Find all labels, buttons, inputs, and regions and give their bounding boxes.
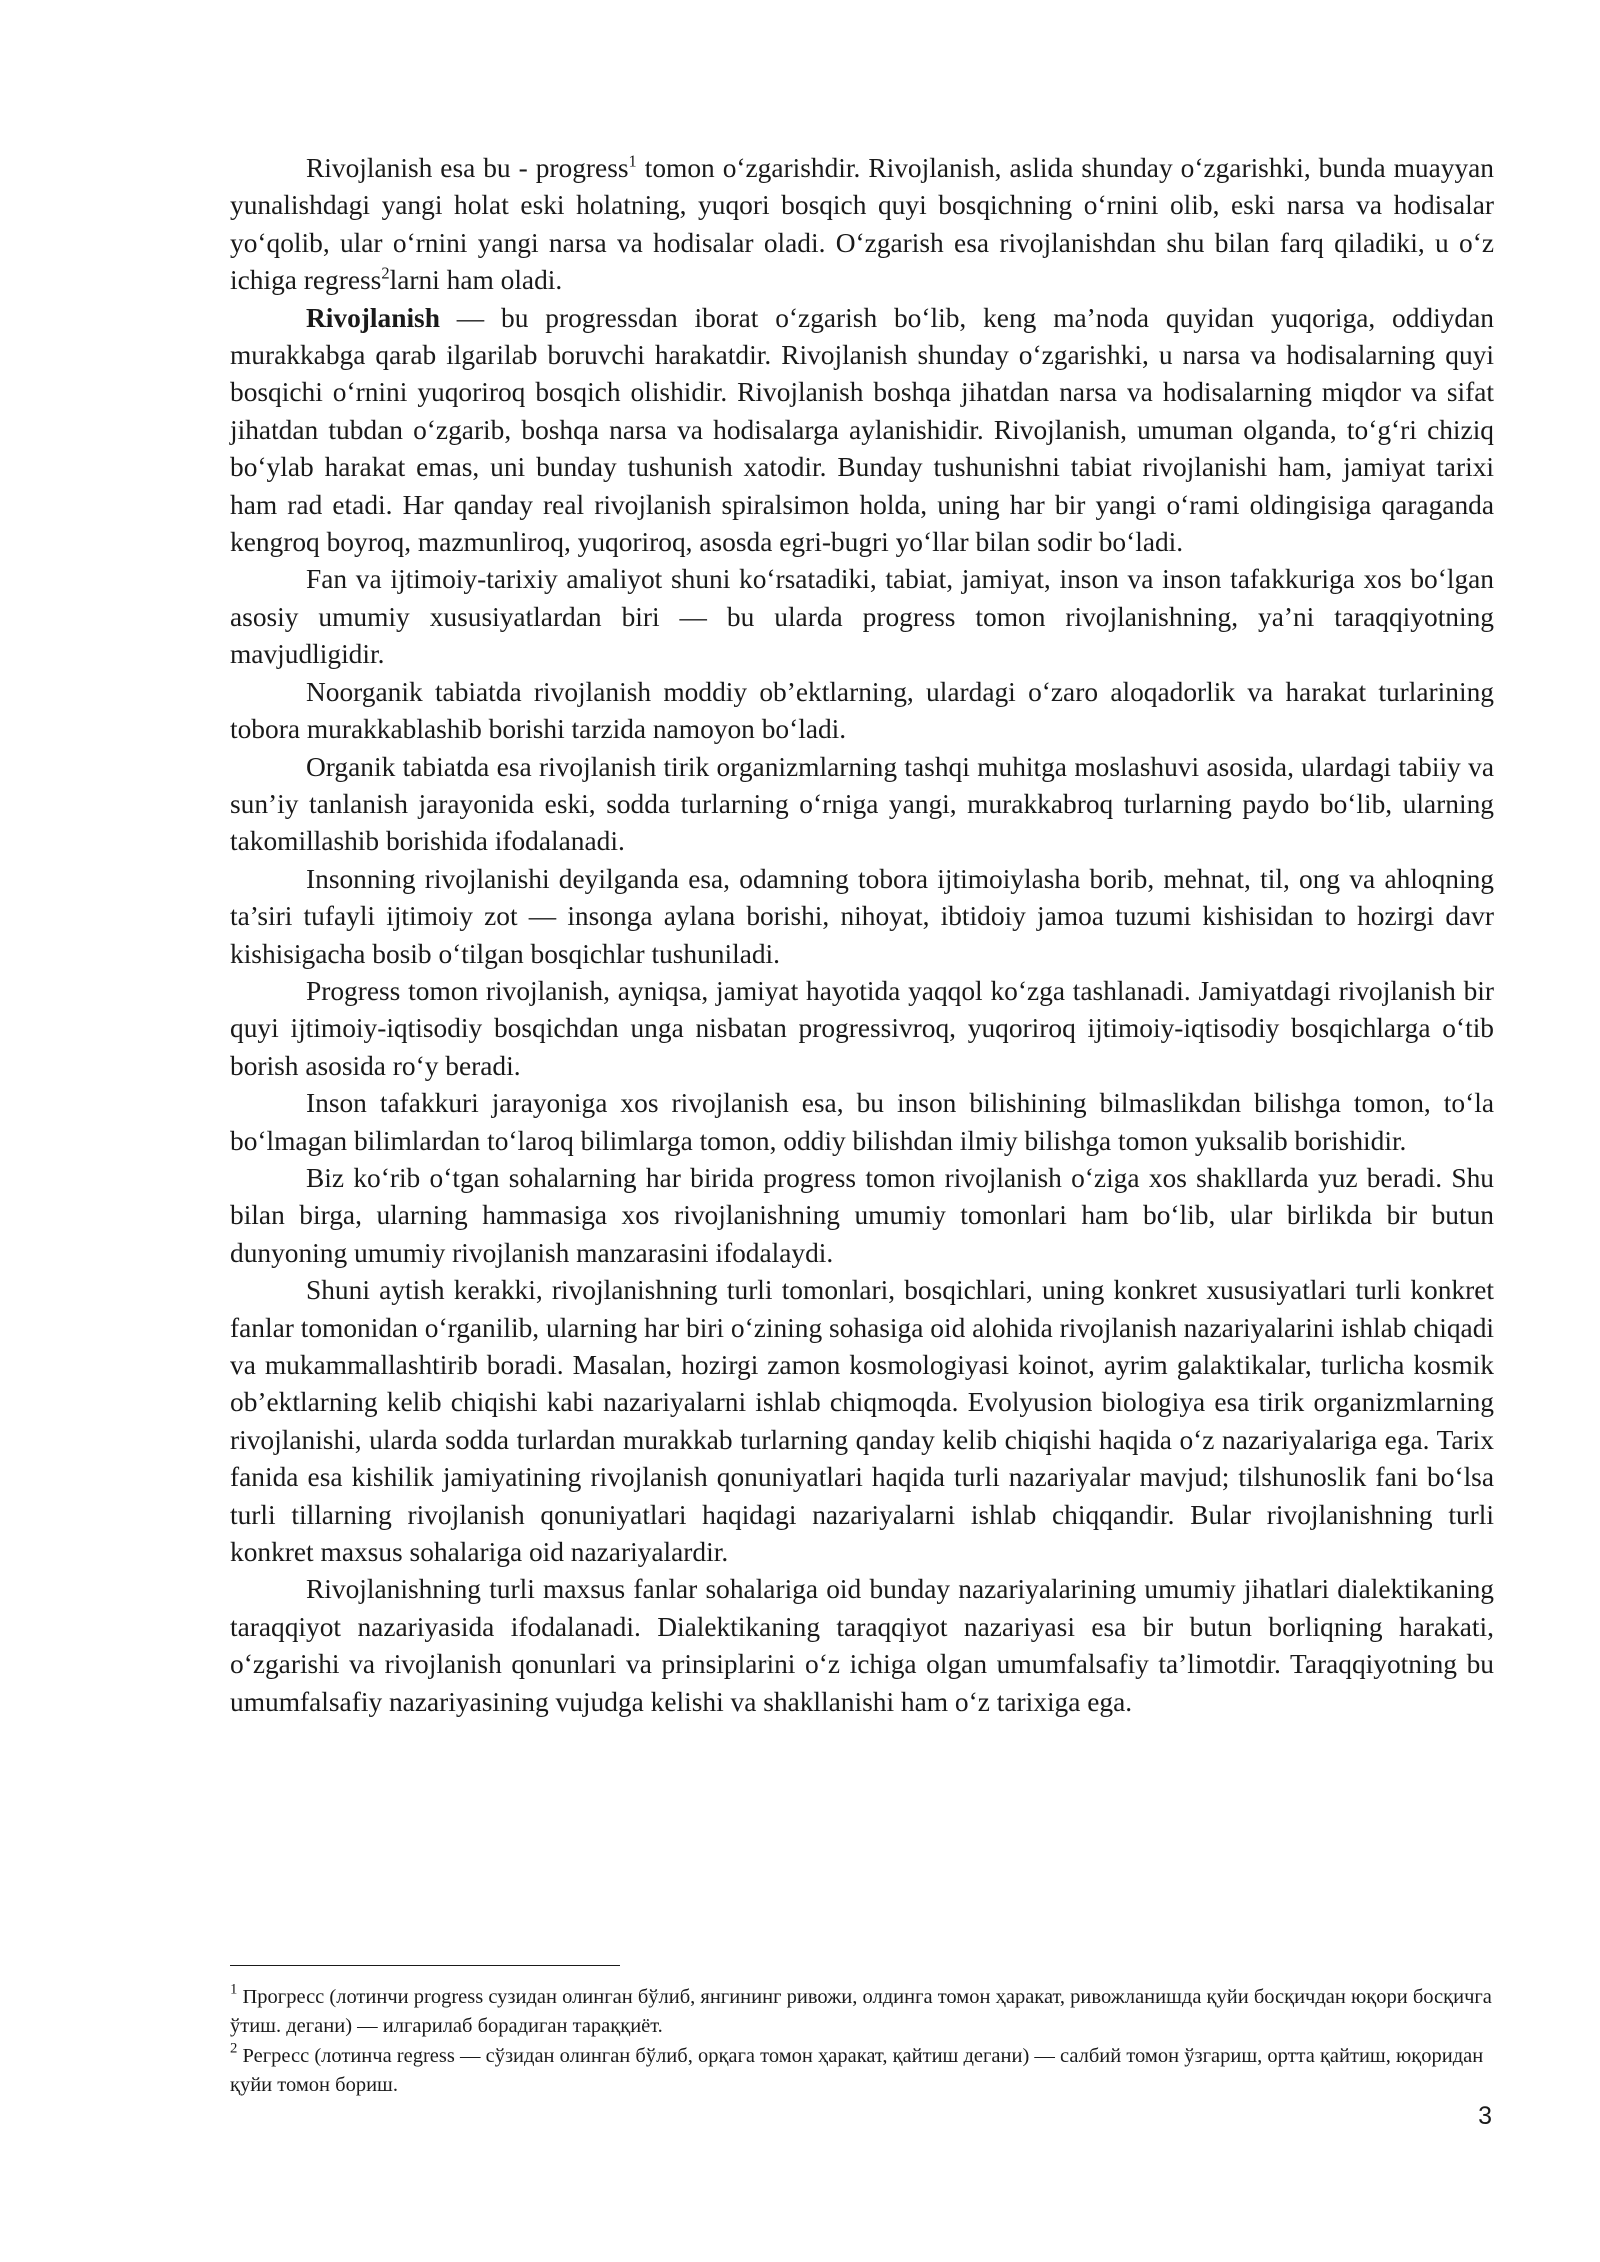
paragraph-8: Inson tafakkuri jarayoniga xos rivojlanish esa, bu inson bilishining bilmaslikdan bilishga tomon, toʻla boʻlmagan bilimlardan toʻlaroq bilimlarga tomon, oddiy bilishdan ilmiy bilishga tomon yuksalib borishidir. xyxy=(230,1088,1494,1156)
paragraph-text: tomon oʻzgarishdir. Rivojlanish, aslida shunday oʻzgarishki, bunda muayyan yunalishdagi yangi holat eski holatning, yuqori bosqich quyi bosqichning oʻrnini olib, eski narsa va hodisalar yoʻqolib, ular oʻrnini yangi narsa va hodisalar oladi. Oʻzgarish esa rivojlanishdan shu bilan farq qiladiki, u oʻz ichiga regress xyxy=(230,153,1494,296)
footnote-separator xyxy=(230,1965,620,1966)
footnote-ref-2[interactable]: 2 xyxy=(381,263,390,283)
paragraph-5: Organik tabiatda esa rivojlanish tirik organizmlarning tashqi muhitga moslashuvi asosida, ulardagi tabiiy va sun’iy tanlanish jarayonida eski, sodda turlarning oʻrniga yangi, murakkabroq turlarning paydo boʻlib, ularning takomillashib borishida ifodalanadi. xyxy=(230,751,1494,857)
term-bold: Rivojlanish xyxy=(306,302,440,333)
paragraph-text: larni ham oladi. xyxy=(389,265,563,296)
footnotes xyxy=(230,1983,1494,2100)
footnote-number: 1 xyxy=(230,1981,238,1998)
paragraph-2 xyxy=(230,300,1494,562)
footnote-number: 2 xyxy=(230,2040,238,2056)
paragraph-1 xyxy=(230,150,1494,300)
page-number: 3 xyxy=(1478,2102,1492,2130)
footnote-2 xyxy=(230,2042,1494,2101)
paragraph-6: Insonning rivojlanishi deyilganda esa, odamning tobora ijtimoiylasha borib, mehnat, til, ong va ahloqning ta’siri tufayli ijtimoiy zot — insonga aylana borishi, nihoyat, ibtidoiy jamoa tuzumi kishisidan to hozirgi davr kishisigacha bosib oʻtilgan bosqichlar tushuniladi. xyxy=(230,863,1494,969)
paragraph-11: Rivojlanishning turli maxsus fanlar sohalariga oid bunday nazariyalarining umumiy jihatlari dialektikaning taraqqiyot nazariyasida ifodalanadi. Dialektikaning taraqqiyot nazariyasi esa bir butun borliqning harakati, oʻzgarishi va rivojlanish qonunlari va prinsiplarini oʻz ichiga olgan umumfalsafiy ta’limotdir. Taraqqiyotning bu umumfalsafiy nazariyasining vujudga kelishi va shakllanishi ham oʻz tarixiga ega. xyxy=(230,1574,1494,1717)
footnote-1 xyxy=(230,1983,1494,2042)
body-text xyxy=(230,150,1494,1721)
paragraph-text: Rivojlanish esa bu - progress xyxy=(306,153,629,183)
paragraph-3: Fan va ijtimoiy-tarixiy amaliyot shuni koʻrsatadiki, tabiat, jamiyat, inson va inson tafakkuriga xos boʻlgan asosiy umumiy xususiyatlardan biri — bu ularda progress tomon rivojlanishning, ya’ni taraqqiyotning mavjudligidir. xyxy=(230,564,1494,670)
paragraph-4: Noorganik tabiatda rivojlanish moddiy ob’ektlarning, ulardagi oʻzaro aloqadorlik va harakat turlarining tobora murakkablashib borishi tarzida namoyon boʻladi. xyxy=(230,676,1494,745)
footnote-ref-1[interactable]: 1 xyxy=(628,151,637,171)
paragraph-9: Biz koʻrib oʻtgan sohalarning har birida progress tomon rivojlanish oʻziga xos shakllarda yuz beradi. Shu bilan birga, ularning hammasiga xos rivojlanishning umumiy tomonlari ham boʻlib, ular birlikda bir butun dunyoning umumiy rivojlanish manzarasini ifodalaydi. xyxy=(230,1162,1494,1268)
paragraph-text: — bu progressdan iborat oʻzgarish boʻlib, keng ma’noda quyidan yuqoriga, oddiydan murakkabga qarab ilgarilab boruvchi harakatdir. Rivojlanish shunday oʻzgarishki, u narsa va hodisalarning quyi bosqichi oʻrnini yuqoriroq bosqich olishidir. Rivojlanish boshqa jihatdan narsa va hodisalarning miqdor va sifat jihatdan tubdan oʻzgarib, boshqa narsa va hodisalarga aylanishidir. Rivojlanish, umuman olganda, toʻgʻri chiziq boʻylab harakat emas, uni bunday tushunish xatodir. Bunday tushunishni tabiat rivojlanishi ham, jamiyat tarixi ham rad etadi. Har qanday real rivojlanish spiralsimon holda, uning har bir yangi oʻrami oldingisiga qaraganda kengroq boyroq, mazmunliroq, yuqoriroq, asosda egri-bugri yoʻllar bilan sodir boʻladi. xyxy=(230,302,1494,558)
paragraph-10: Shuni aytish kerakki, rivojlanishning turli tomonlari, bosqichlari, uning konkret xususiyatlari turli konkret fanlar tomonidan oʻrganilib, ularning har biri oʻzining sohasiga oid alohida rivojlanish nazariyalarini ishlab chiqadi va mukammallashtirib boradi. Masalan, hozirgi zamon kosmologiyasi koinot, ayrim galaktikalar, turlicha kosmik ob’ektlarning kelib chiqishi kabi nazariyalarni ishlab chiqmoqda. Evolyusion biologiya esa tirik organizmlarning rivojlanishi, ularda sodda turlardan murakkab turlarning qanday kelib chiqishi haqida oʻz nazariyalariga ega. Tarix fanida esa kishilik jamiyatining rivojlanish qonuniyatlari haqida turli nazariyalar mavjud; tilshunoslik fani boʻlsa turli tillarning rivojlanish qonuniyatlari haqidagi nazariyalarni ishlab chiqqandir. Bular rivojlanishning turli konkret maxsus sohalariga oid nazariyalardir. xyxy=(230,1275,1494,1568)
footnote-text: Регресс (лотинча regress — сўзидан олинган бўлиб, орқага томон ҳаракат, қайтиш дегани) — салбий томон ўзгариш, ортта қайтиш, юқоридан қуйи томон бориш. xyxy=(230,2044,1484,2096)
footnote-text: Прогресс (лотинчи progress сузидан олинган бўлиб, янгининг ривожи, олдинга томон ҳаракат, ривожланишда қуйи босқичдан юқори босқичга ўтиш. дегани) — илгарилаб борадиган тараққиёт. xyxy=(230,1986,1492,2038)
paragraph-7: Progress tomon rivojlanish, ayniqsa, jamiyat hayotida yaqqol koʻzga tashlanadi. Jamiyatdagi rivojlanish bir quyi ijtimoiy-iqtisodiy bosqichdan unga nisbatan progressivroq, yuqoriroq ijtimoiy-iqtisodiy bosqichlarga oʻtib borish asosida roʻy beradi. xyxy=(230,975,1494,1081)
